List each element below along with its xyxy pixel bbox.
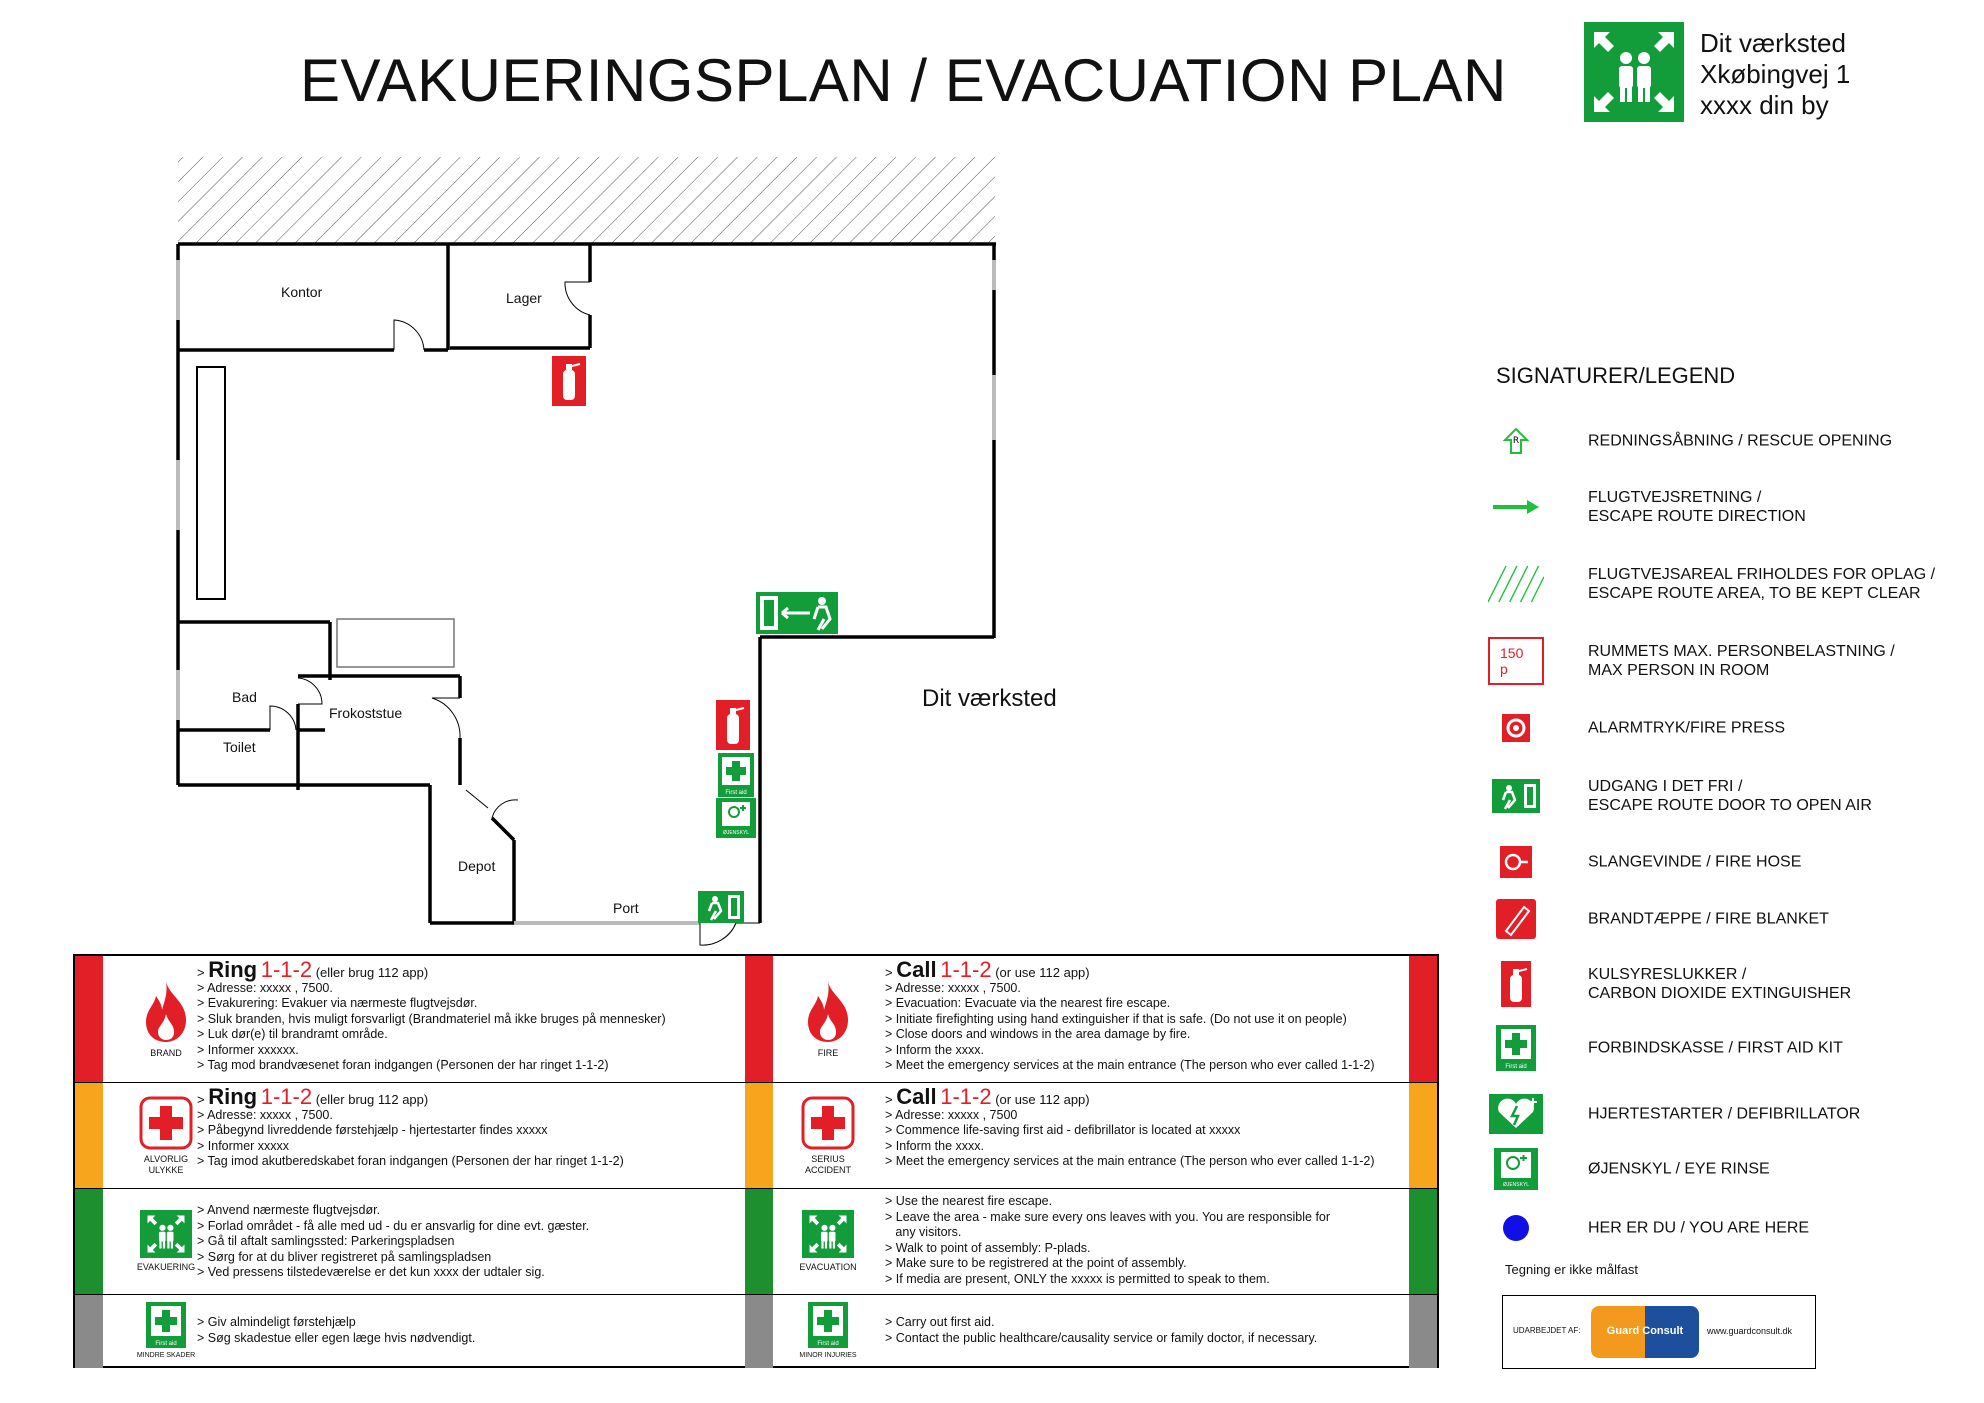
instruction-text: > Ring 1-1-2 (eller brug 112 app) > Adresse: xxxxx , 7500. > Påbegynd livreddende førstehjælp - hjertestarter findes xxxxx > Informer xxxxx > Tag imod akutberedskabet foran indgangen (Personen der har ringet 1-1-2) <box>197 1084 624 1168</box>
instruction-row-fire <box>75 956 745 1083</box>
legend-text: FLUGTVEJSAREAL FRIHOLDES FOR OPLAG / ESCAPE ROUTE AREA, TO BE KEPT CLEAR <box>1588 566 1936 602</box>
minor-caption: MINDRE SKADER <box>136 1352 196 1359</box>
legend-text: KULSYRESLUKKER / CARBON DIOXIDE EXTINGUISHER <box>1588 966 1852 1002</box>
legend-item-defibrillator <box>1488 1090 1978 1138</box>
instruction-table <box>73 954 1439 1368</box>
logo-text: Guard Consult <box>1606 1325 1684 1337</box>
legend-text: REDNINGSÅBNING / RESCUE OPENING <box>1588 432 1893 450</box>
floor-plan <box>170 150 1010 950</box>
legend-item-rescue-opening <box>1488 417 1978 465</box>
legend-text: HER ER DU / YOU ARE HERE <box>1588 1219 1810 1237</box>
legend-text: FORBINDSKASSE / FIRST AID KIT <box>1588 1039 1843 1057</box>
defibrillator-icon <box>1488 1090 1544 1138</box>
evacuation-icon <box>773 1189 883 1294</box>
eye-rinse-caption: ØJENSKYL <box>722 830 750 836</box>
room-label-toilet: Toilet <box>223 739 256 755</box>
legend-text: ALARMTRYK/FIRE PRESS <box>1588 719 1786 737</box>
instruction-text: > Giv almindeligt førstehjælp > Søg skadestue eller egen læge hvis nødvendigt. <box>197 1315 476 1345</box>
first-aid-icon: First aid MINOR INJURIES <box>773 1295 883 1368</box>
credit-box <box>1502 1295 1816 1369</box>
fire-blanket-icon <box>1488 895 1544 943</box>
max-persons-badge: 150 p <box>1488 637 1544 685</box>
fire-caption: FIRE <box>817 1047 839 1058</box>
rescue-opening-icon <box>1488 417 1544 465</box>
legend-text: BRANDTÆPPE / FIRE BLANKET <box>1588 910 1829 928</box>
escape-arrow-icon <box>1488 483 1544 531</box>
instruction-text: > Use the nearest fire escape. > Leave the area - make sure every ons leaves with you. You are responsible for any visitors. > Walk to point of assembly: P-plads. > Make sure to be registrered at the point of assembly. > If media are present, ONLY the xxxxx is permitted to speak to them. <box>885 1194 1331 1286</box>
fire-caption: BRAND <box>150 1047 182 1058</box>
legend-text: SLANGEVINDE / FIRE HOSE <box>1588 853 1802 871</box>
instruction-text: > Call 1-1-2 (or use 112 app) > Adresse: xxxxx , 7500. > Evacuation: Evacuate via the nearest fire escape. > Initiate firefighting using hand extinguisher if that is safe. (Do not use it on people) > Close doors and windows in the area damage by fire. > Inform the xxxx. > Meet the emergency services at the main entrance (The person who ever called 1-1-2) <box>885 957 1375 1072</box>
legend-item-eye-rinse <box>1488 1145 1978 1193</box>
building-label: Dit værksted <box>922 685 1057 712</box>
first-aid-caption: First aid <box>725 790 747 796</box>
legend-item-escape-direction <box>1488 483 1978 531</box>
instruction-row-accident <box>745 1083 1437 1189</box>
fire-hose-icon <box>1488 838 1544 886</box>
address-block <box>1700 28 1850 121</box>
legend-item-max-persons <box>1488 637 1978 685</box>
room-label-frokoststue: Frokoststue <box>329 705 403 721</box>
instruction-text: > Call 1-1-2 (or use 112 app) > Adresse: xxxxx , 7500 > Commence life-saving first aid - defibrillator is located at xxxxx > Inform the xxxx. > Meet the emergency services at the main entrance (The person who ever called 1-1-2) <box>885 1084 1375 1168</box>
legend-item-fire-blanket <box>1488 895 1978 943</box>
hatched-escape-area <box>178 157 995 243</box>
instruction-row-minor <box>745 1295 1437 1368</box>
you-are-here-icon <box>1488 1204 1544 1252</box>
address-line-1: Dit værksted <box>1700 28 1846 58</box>
eye-rinse-icon <box>1488 1145 1544 1193</box>
first-aid-icon: First aid MINDRE SKADER <box>111 1295 221 1368</box>
instruction-row-fire <box>745 956 1437 1083</box>
legend-text: ØJENSKYL / EYE RINSE <box>1588 1160 1770 1178</box>
instruction-row-evacuation <box>745 1189 1437 1295</box>
first-aid-icon <box>718 753 754 797</box>
instruction-row-minor <box>75 1295 745 1368</box>
legend-item-hatched-area <box>1488 560 1978 608</box>
first-aid-icon <box>1488 1024 1544 1072</box>
legend-item-fire-hose <box>1488 838 1978 886</box>
instruction-text: > Carry out first aid. > Contact the public healthcare/causality service or family doctor, if necessary. <box>885 1315 1318 1345</box>
alarm-press-icon <box>1488 704 1544 752</box>
legend-item-first-aid <box>1488 1024 1978 1072</box>
svg-text:R: R <box>1512 436 1520 446</box>
accident-caption: ALVORLIG ULYKKE <box>143 1153 189 1175</box>
extinguisher-icon <box>1488 960 1544 1008</box>
evacuation-caption: EVAKUERING <box>136 1262 196 1272</box>
instruction-row-evacuation <box>75 1189 745 1295</box>
legend-item-exit-door <box>1488 772 1978 820</box>
exit-door-icon <box>698 891 744 923</box>
max-persons-icon <box>1488 637 1544 685</box>
room-label-lager: Lager <box>506 290 542 306</box>
address-line-2: Xkøbingvej 1 <box>1700 59 1851 89</box>
legend-text: FLUGTVEJSRETNING / ESCAPE ROUTE DIRECTION <box>1588 489 1806 525</box>
room-label-kontor: Kontor <box>281 284 323 300</box>
first-aid-caption: First aid <box>1505 1064 1527 1070</box>
accident-caption: SERIUS ACCIDENT <box>804 1153 851 1175</box>
instruction-text: > Anvend nærmeste flugtvejsdør. > Forlad området - få alle med ud - du er ansvarlig for dine evt. gæster. > Gå til aftalt samlingssted: Parkeringspladsen > Sørg for at du bliver registreret på samlingspladsen > Ved pressens tilstedeværelse er det kun xxxx der udtaler sig. <box>197 1203 590 1279</box>
guard-consult-logo <box>1591 1306 1699 1358</box>
credit-website: www.guardconsult.dk <box>1707 1326 1793 1336</box>
legend-text: UDGANG I DET FRI / ESCAPE ROUTE DOOR TO OPEN AIR <box>1588 778 1872 814</box>
extinguisher-icon <box>716 700 750 750</box>
legend-title: SIGNATURER/LEGEND <box>1496 363 1736 388</box>
credit-label: UDARBEJDET AF: <box>1513 1326 1581 1335</box>
hatched-area-icon <box>1488 560 1544 608</box>
scale-note: Tegning er ikke målfast <box>1505 1262 1638 1277</box>
serious-accident-icon <box>773 1083 883 1188</box>
room-label-depot: Depot <box>458 858 496 874</box>
assembly-point-icon <box>1584 22 1684 122</box>
page-title: EVAKUERINGSPLAN / EVACUATION PLAN <box>300 47 1507 114</box>
legend-item-alarm-press <box>1488 704 1978 752</box>
legend-item-you-are-here <box>1488 1204 1978 1252</box>
eye-rinse-caption: ØJENSKYL <box>1502 1182 1530 1188</box>
minor-caption: MINOR INJURIES <box>799 1352 857 1359</box>
fire-icon <box>773 956 883 1082</box>
address-line-3: xxxx din by <box>1700 90 1829 120</box>
room-label-port: Port <box>613 900 639 916</box>
eye-rinse-icon <box>716 798 756 838</box>
instructions-danish <box>75 956 747 1366</box>
floor-plan-drawing <box>170 150 1010 950</box>
legend-item-extinguisher <box>1488 960 1978 1008</box>
instruction-text: > Ring 1-1-2 (eller brug 112 app) > Adresse: xxxxx , 7500. > Evakurering: Evakuer via nærmeste flugtvejsdør. > Sluk branden, hvis muligt forsvarligt (Brandmateriel må ikke bruges på mennesker) > Luk dør(e) til brandramt område. > Informer xxxxxx. > Tag mod brandvæsenet foran indgangen (Personen der har ringet 1-1-2) <box>197 957 666 1072</box>
evacuation-caption: EVACUATION <box>799 1262 857 1272</box>
extinguisher-icon <box>552 356 586 406</box>
room-label-bad: Bad <box>232 689 257 705</box>
legend-text: HJERTESTARTER / DEFIBRILLATOR <box>1588 1105 1861 1123</box>
instruction-row-accident <box>75 1083 745 1189</box>
exit-sign-icon <box>756 592 838 634</box>
instructions-english <box>745 956 1437 1366</box>
legend-text: RUMMETS MAX. PERSONBELASTNING / MAX PERSON IN ROOM <box>1588 643 1895 679</box>
exit-door-icon <box>1488 772 1544 820</box>
